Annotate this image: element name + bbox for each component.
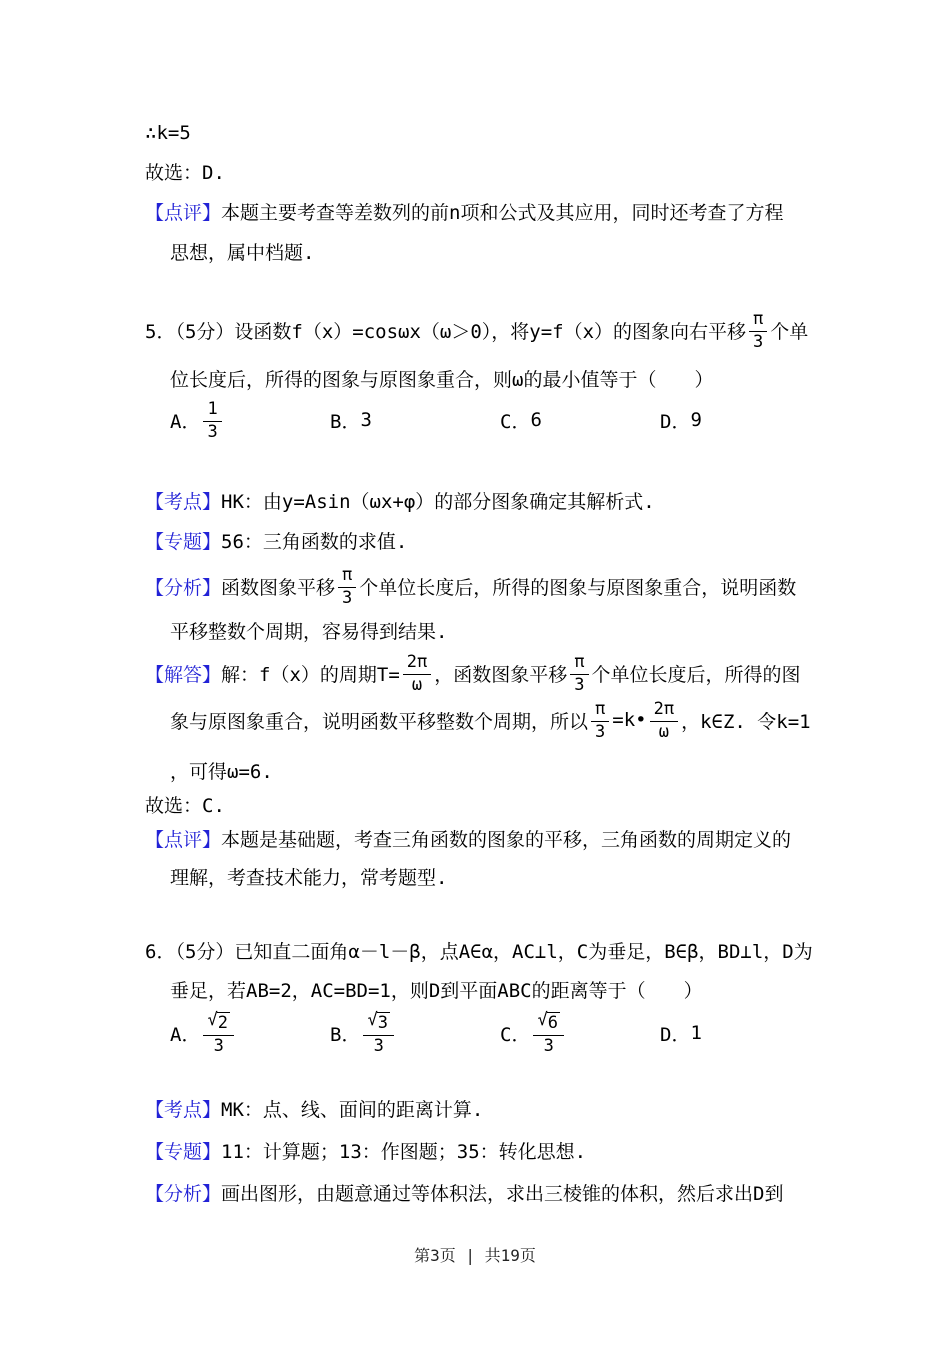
comment-label: 【点评】 (145, 201, 222, 224)
fenxi-label: 【分析】 (145, 576, 222, 599)
kaodian-text: MK：点、线、面间的距离计算. (221, 1098, 484, 1121)
fraction-sqrt3-over-3: √ 3 3 (363, 1012, 394, 1055)
q5-stem-line-2 (170, 365, 713, 391)
fenxi-text-post: 个单位长度后，所得的图象与原图象重合，说明函数 (359, 576, 797, 599)
q5-option-a (170, 392, 225, 448)
option-a-label: A． (170, 1023, 201, 1046)
sqrt-icon: √ (207, 1010, 218, 1031)
jieda-text-2c: ，k∈Z. 令k=1 (681, 710, 811, 733)
jieda-text-1a: 解：f（x）的周期T= (221, 663, 400, 686)
jieda-label: 【解答】 (145, 663, 222, 686)
dianping-text-1: 本题是基础题，考查三角函数的图象的平移，三角函数的周期定义的 (221, 828, 792, 851)
answer-text: 故选：D. (145, 161, 225, 184)
option-b-label: B． (330, 410, 361, 433)
comment-text-1: 本题主要考查等差数列的前n项和公式及其应用，同时还考查了方程 (221, 201, 784, 224)
option-c-label: C． (500, 410, 531, 433)
page-number: 第3页 | 共19页 (414, 1246, 536, 1265)
fraction-2pi-over-omega: $\frac{2\pi}{\omega}$ (650, 700, 678, 741)
comment-text-2: 思想，属中档题. (170, 241, 315, 264)
q6-option-b (330, 1005, 397, 1061)
option-c-label: C． (500, 1023, 531, 1046)
fraction-2pi-over-omega: $\frac{2\pi}{\omega}$ (403, 653, 431, 694)
q5-kaodian-line (145, 487, 655, 513)
fenxi-text-pre: 函数图象平移 (221, 576, 336, 599)
fraction-pi-over-3: $\frac{\pi}{3}$ (570, 653, 588, 694)
q5-dianping-line-1 (145, 825, 791, 851)
prev-comment-line-2 (170, 238, 314, 264)
prev-answer-line (145, 158, 225, 184)
fenxi-text: 画出图形，由题意通过等体积法，求出三棱锥的体积，然后求出D到 (221, 1182, 784, 1205)
q5-answer-text: 故选：C. (145, 794, 225, 817)
option-c-value: 6 (530, 409, 542, 431)
q6-option-c (500, 1005, 567, 1061)
q5-answer-line (145, 791, 225, 817)
fenxi-label: 【分析】 (145, 1182, 222, 1205)
q5-dianping-line-2 (170, 863, 447, 889)
q5-stem-text-pre: 5．（5分）设函数f（x）=cosωx（ω＞0），将y=f（x）的图象向右平移 (145, 320, 747, 343)
kaodian-label: 【考点】 (145, 1098, 222, 1121)
jieda-text-2b: =k• (612, 709, 647, 731)
q5-option-d (660, 392, 702, 448)
q6-stem-text-2: 垂足，若AB=2，AC=BD=1，则D到平面ABC的距离等于（ ） (170, 979, 703, 1002)
fraction-sqrt2-over-3: √ 2 3 (203, 1012, 234, 1055)
zhuanti-text: 56：三角函数的求值. (221, 530, 408, 553)
dianping-text-2: 理解，考查技术能力，常考题型. (170, 866, 448, 889)
q5-fenxi-line-2 (170, 617, 447, 643)
jieda-text-2a: 象与原图象重合，说明函数平移整数个周期，所以 (170, 710, 589, 733)
option-b-value: 3 (360, 409, 372, 431)
q5-stem-text-2: 位长度后，所得的图象与原图象重合，则ω的最小值等于（ ） (170, 368, 714, 391)
jieda-text-1b: ，函数图象平移 (434, 663, 568, 686)
q6-option-d (660, 1005, 702, 1061)
fraction-pi-over-3: $\frac{\pi}{3}$ (591, 700, 609, 741)
q5-zhuanti-line (145, 527, 407, 553)
fraction-sqrt6-over-3: √ 6 3 (533, 1012, 564, 1055)
jieda-text-1c: 个单位长度后，所得的图 (591, 663, 801, 686)
q6-fenxi-line (145, 1179, 783, 1205)
prev-conclusion-line (145, 120, 191, 146)
q6-stem-line-1 (145, 937, 813, 963)
prev-comment-line-1 (145, 198, 783, 224)
fraction-1-over-3: $\frac{1}{3}$ (203, 400, 221, 441)
option-a-label: A． (170, 410, 201, 433)
zhuanti-text: 11：计算题；13：作图题；35：转化思想. (221, 1140, 587, 1163)
q5-fenxi-line-1 (145, 558, 796, 614)
q6-stem-line-2 (170, 976, 703, 1002)
zhuanti-label: 【专题】 (145, 530, 222, 553)
fraction-pi-over-3: $\frac{\pi}{3}$ (749, 310, 767, 351)
option-d-value: 9 (690, 409, 702, 431)
sqrt-icon: √ (367, 1010, 378, 1031)
q5-option-b (330, 392, 372, 448)
option-d-label: D． (660, 410, 691, 433)
q6-kaodian-line (145, 1095, 483, 1121)
sqrt-icon: √ (537, 1010, 548, 1031)
kaodian-label: 【考点】 (145, 490, 222, 513)
zhuanti-label: 【专题】 (145, 1140, 222, 1163)
q6-option-a (170, 1005, 237, 1061)
q6-stem-text-1: 6．（5分）已知直二面角α－l－β，点A∈α，AC⊥l，C为垂足，B∈β，BD⊥l，D为 (145, 940, 813, 963)
q5-jieda-line-2 (170, 692, 811, 748)
q6-zhuanti-line (145, 1137, 586, 1163)
fraction-pi-over-3: $\frac{\pi}{3}$ (338, 566, 356, 607)
jieda-text-3: ，可得ω=6. (170, 760, 273, 783)
q5-option-c (500, 392, 542, 448)
option-b-label: B． (330, 1023, 361, 1046)
page-footer (0, 1243, 950, 1267)
dianping-label: 【点评】 (145, 828, 222, 851)
option-d-label: D． (660, 1023, 691, 1046)
q5-stem-line-1 (145, 302, 808, 358)
q5-stem-text-post: 个单 (770, 320, 809, 343)
q5-jieda-line-3 (170, 757, 273, 783)
conclusion-text: ∴k=5 (145, 122, 191, 144)
option-d-value: 1 (690, 1022, 702, 1044)
fenxi-text-2: 平移整数个周期，容易得到结果. (170, 620, 448, 643)
kaodian-text: HK：由y=Asin（ωx+φ）的部分图象确定其解析式. (221, 490, 655, 513)
